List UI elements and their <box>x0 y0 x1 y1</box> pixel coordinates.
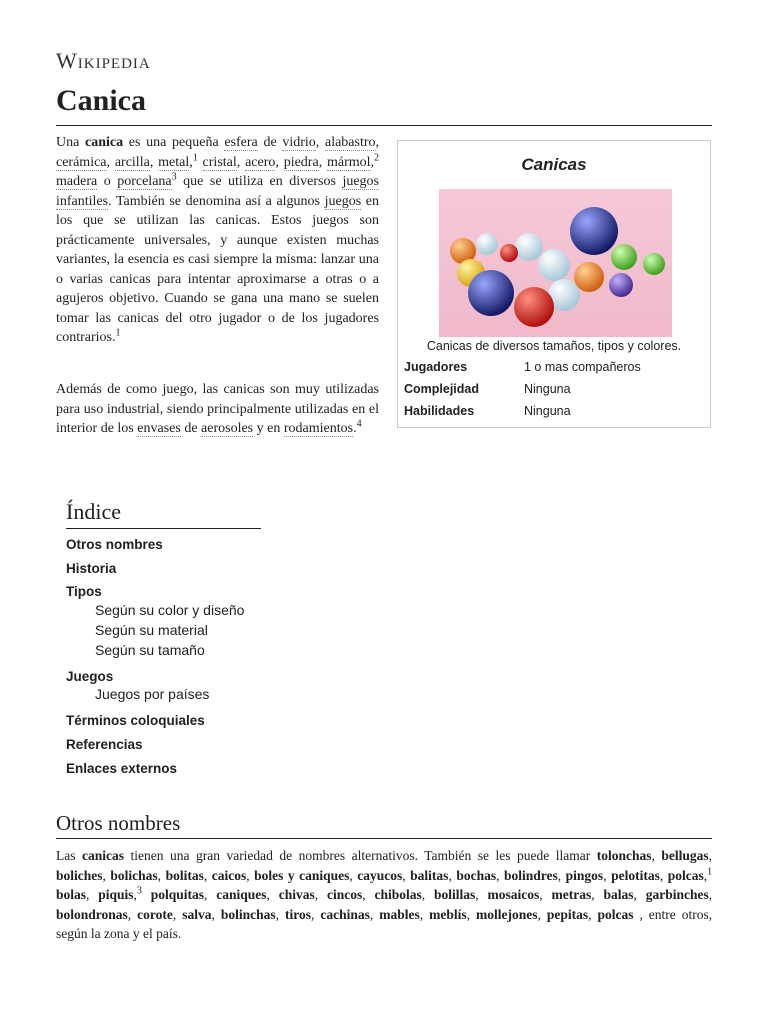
text-run: . <box>353 421 357 436</box>
bold-term: balitas <box>410 867 449 883</box>
bold-term: caicos <box>211 867 247 883</box>
text-run: , <box>375 135 380 150</box>
article-link[interactable]: cerámica <box>56 154 107 170</box>
text-run: , <box>708 848 713 863</box>
infobox-value: Ninguna <box>524 404 571 418</box>
bold-term: chivas <box>278 887 315 902</box>
bold-term: bolondronas <box>56 906 128 922</box>
page-title: Canica <box>56 84 146 117</box>
text-run: , <box>204 887 217 902</box>
toc-item[interactable]: Tipos <box>66 584 102 599</box>
text-run: , <box>246 867 255 883</box>
article-link[interactable]: porcelana <box>117 174 172 189</box>
text-run: tienen una gran variedad de nombres alternativos. También se les puede llamar <box>124 848 597 863</box>
toc-item[interactable]: Otros nombres <box>66 537 163 552</box>
intro-paragraph-1 <box>56 133 379 348</box>
bold-term: corote <box>137 906 173 922</box>
text-run: , <box>708 887 713 902</box>
text-run: en los que se utilizan las canicas. Estos juegos son prácticamente universales, y aunque existen muchas variantes, la esencia es casi siempre la misma: lanzar una o varias canicas para intentar aproximarse a otras o a agujeros objetivo. Cuando se gana una mano se suelen tomar las canicas del otro jugador o de los jugadores contrarios. <box>56 193 379 345</box>
toc-item[interactable]: Términos coloquiales <box>66 713 205 728</box>
bold-term: metras <box>551 887 592 902</box>
bold-term: boles y caniques <box>254 867 350 883</box>
text-run: , <box>633 887 646 902</box>
text-run: , <box>189 154 193 170</box>
bold-term: mables <box>379 906 420 922</box>
text-run: , <box>172 906 183 922</box>
bold-term: chibolas <box>374 887 422 902</box>
article-link[interactable]: vidrio <box>282 135 316 150</box>
reference-marker[interactable]: 1 <box>192 151 198 163</box>
toc-heading: Índice <box>66 499 121 524</box>
text-run: , <box>539 887 552 902</box>
bold-term: cincos <box>327 887 363 902</box>
toc-subitem[interactable]: Según su tamaño <box>95 642 205 658</box>
article-link[interactable]: metal <box>158 154 190 170</box>
toc-item[interactable]: Juegos <box>66 669 114 684</box>
text-run: , <box>127 906 138 922</box>
bold-term: pingos <box>565 867 604 883</box>
toc-divider <box>66 528 261 529</box>
wikipedia-wordmark[interactable]: Wikipedia <box>56 48 151 73</box>
text-run: , entre otros, según la zona y el país. <box>56 906 713 941</box>
infobox-caption: Canicas de diversos tamaños, tipos y colores. <box>426 339 682 353</box>
bold-term: mosaicos <box>487 887 540 902</box>
text-run: , <box>275 906 286 922</box>
text-run: , <box>157 867 166 883</box>
text-run: Una <box>56 135 85 150</box>
bold-term: tiros <box>285 906 312 922</box>
text-run: de <box>257 135 283 150</box>
text-run: , <box>275 154 284 170</box>
text-run: Además de como juego, las canicas son muy utilizadas para uso industrial, siendo principalmente utilizadas en el interior de los <box>56 382 379 436</box>
text-run: , <box>603 867 612 883</box>
article-link[interactable]: mármol <box>327 154 371 170</box>
bold-term: bolinchas <box>220 906 276 922</box>
bold-term: tolonchas <box>596 848 652 863</box>
bold-term: balas <box>603 887 634 902</box>
article-link[interactable]: arcilla <box>114 154 150 170</box>
title-divider <box>56 125 712 126</box>
reference-marker[interactable]: 1 <box>115 327 121 339</box>
bold-term: bolas <box>56 887 87 902</box>
intro-paragraph-2 <box>56 380 379 439</box>
text-run: , <box>659 867 668 883</box>
bold-term: bolitas <box>165 867 204 883</box>
text-run: , <box>102 867 111 883</box>
text-run: de <box>180 421 202 436</box>
bold-term: salva <box>182 906 212 922</box>
text-run: . También se denomina así a algunos <box>108 193 325 209</box>
toc-item[interactable]: Historia <box>66 561 117 576</box>
text-run: es una pequeña <box>123 135 225 150</box>
text-run: , <box>266 887 279 902</box>
toc-subitem[interactable]: Según su color y diseño <box>95 602 245 618</box>
text-run: , <box>314 887 328 902</box>
text-run: , <box>315 135 325 150</box>
bold-term: pepitas <box>546 906 589 922</box>
text-run: , <box>203 867 212 883</box>
text-run: , <box>591 887 604 902</box>
text-run: , <box>86 887 99 902</box>
toc-item[interactable]: Enlaces externos <box>66 761 178 776</box>
text-run: , <box>106 154 115 170</box>
article-link[interactable]: envases <box>137 421 181 436</box>
infobox <box>397 140 711 428</box>
bold-term: polcas <box>667 867 704 883</box>
text-run: , <box>402 867 411 883</box>
infobox-value: Ninguna <box>524 382 571 396</box>
bold-term: polquitas <box>150 887 205 902</box>
toc-subitem[interactable]: Según su material <box>95 622 208 638</box>
reference-marker[interactable]: 3 <box>171 171 177 183</box>
text-run: , <box>475 887 488 902</box>
article-link[interactable]: madera <box>56 174 98 189</box>
bold-term: bolindres <box>503 867 558 883</box>
infobox-value: 1 o mas compañeros <box>524 360 641 374</box>
text-run <box>142 887 151 902</box>
text-run: , <box>318 154 327 170</box>
text-run: , <box>448 867 457 883</box>
text-run: , <box>362 887 375 902</box>
text-run <box>198 155 203 170</box>
bold-term: piquis <box>98 887 134 902</box>
article-link[interactable]: acero <box>245 154 276 170</box>
text-run: , <box>149 154 159 170</box>
text-run: y en <box>253 421 284 436</box>
text-run: , <box>421 887 435 902</box>
section-divider <box>56 838 712 839</box>
infobox-key: Habilidades <box>404 404 475 418</box>
bold-term: canica <box>85 135 124 150</box>
text-run: , <box>311 906 321 922</box>
text-run: Las <box>56 848 82 863</box>
bold-term: bolichas <box>110 867 158 883</box>
toc-item[interactable]: Referencias <box>66 737 143 752</box>
bold-term: mollejones <box>475 906 538 922</box>
text-run: , <box>466 906 476 922</box>
text-run: , <box>537 906 547 922</box>
text-run: , <box>133 887 137 902</box>
infobox-key: Jugadores <box>404 360 468 374</box>
text-run: que se utiliza en diversos <box>176 174 343 189</box>
reference-marker[interactable]: 3 <box>136 885 142 897</box>
text-run: , <box>588 906 598 922</box>
toc-subitem[interactable]: Juegos por países <box>95 686 210 702</box>
bold-term: meblís <box>429 906 467 922</box>
text-run: , <box>651 848 662 863</box>
article-link[interactable]: aerosoles <box>201 421 254 436</box>
bold-term: caniques <box>216 887 267 902</box>
bold-term: boliches <box>56 867 103 883</box>
infobox-key: Complejidad <box>404 382 480 396</box>
infobox-title: Canicas <box>521 155 587 174</box>
text-run: , <box>211 906 221 922</box>
text-run: , <box>236 154 246 170</box>
reference-marker[interactable]: 1 <box>707 866 713 877</box>
reference-marker[interactable]: 4 <box>356 418 362 430</box>
bold-term: bochas <box>456 867 497 883</box>
bold-term: pelotitas <box>611 867 660 883</box>
text-run: , <box>703 867 708 883</box>
text-run: , <box>557 867 566 883</box>
article-link[interactable]: esfera <box>224 135 258 150</box>
article-link[interactable]: alabastro <box>324 135 376 150</box>
bold-term: garbinches <box>645 887 709 902</box>
article-link[interactable]: rodamientos <box>283 421 354 436</box>
marbles-image[interactable] <box>439 189 672 337</box>
article-link[interactable]: piedra <box>283 154 319 170</box>
otros-nombres-paragraph <box>56 846 712 944</box>
text-run: , <box>369 906 380 922</box>
text-run: o <box>97 174 118 189</box>
bold-term: cachinas <box>320 906 370 922</box>
bold-term: bolillas <box>434 887 476 902</box>
text-run: , <box>419 906 430 922</box>
bold-term: cayucos <box>357 867 403 883</box>
bold-term: polcas <box>597 906 634 922</box>
article-link[interactable]: cristal <box>202 154 237 170</box>
article-link[interactable]: juegos <box>324 193 362 209</box>
bold-term: bellugas <box>661 848 709 863</box>
section-heading-otros-nombres: Otros nombres <box>56 811 181 835</box>
text-run: , <box>370 154 375 170</box>
text-run: , <box>496 867 504 883</box>
bold-term: canicas <box>82 848 124 863</box>
reference-marker[interactable]: 2 <box>374 151 380 163</box>
article-link[interactable]: juegos infantiles <box>56 174 379 209</box>
text-run: , <box>349 867 358 883</box>
